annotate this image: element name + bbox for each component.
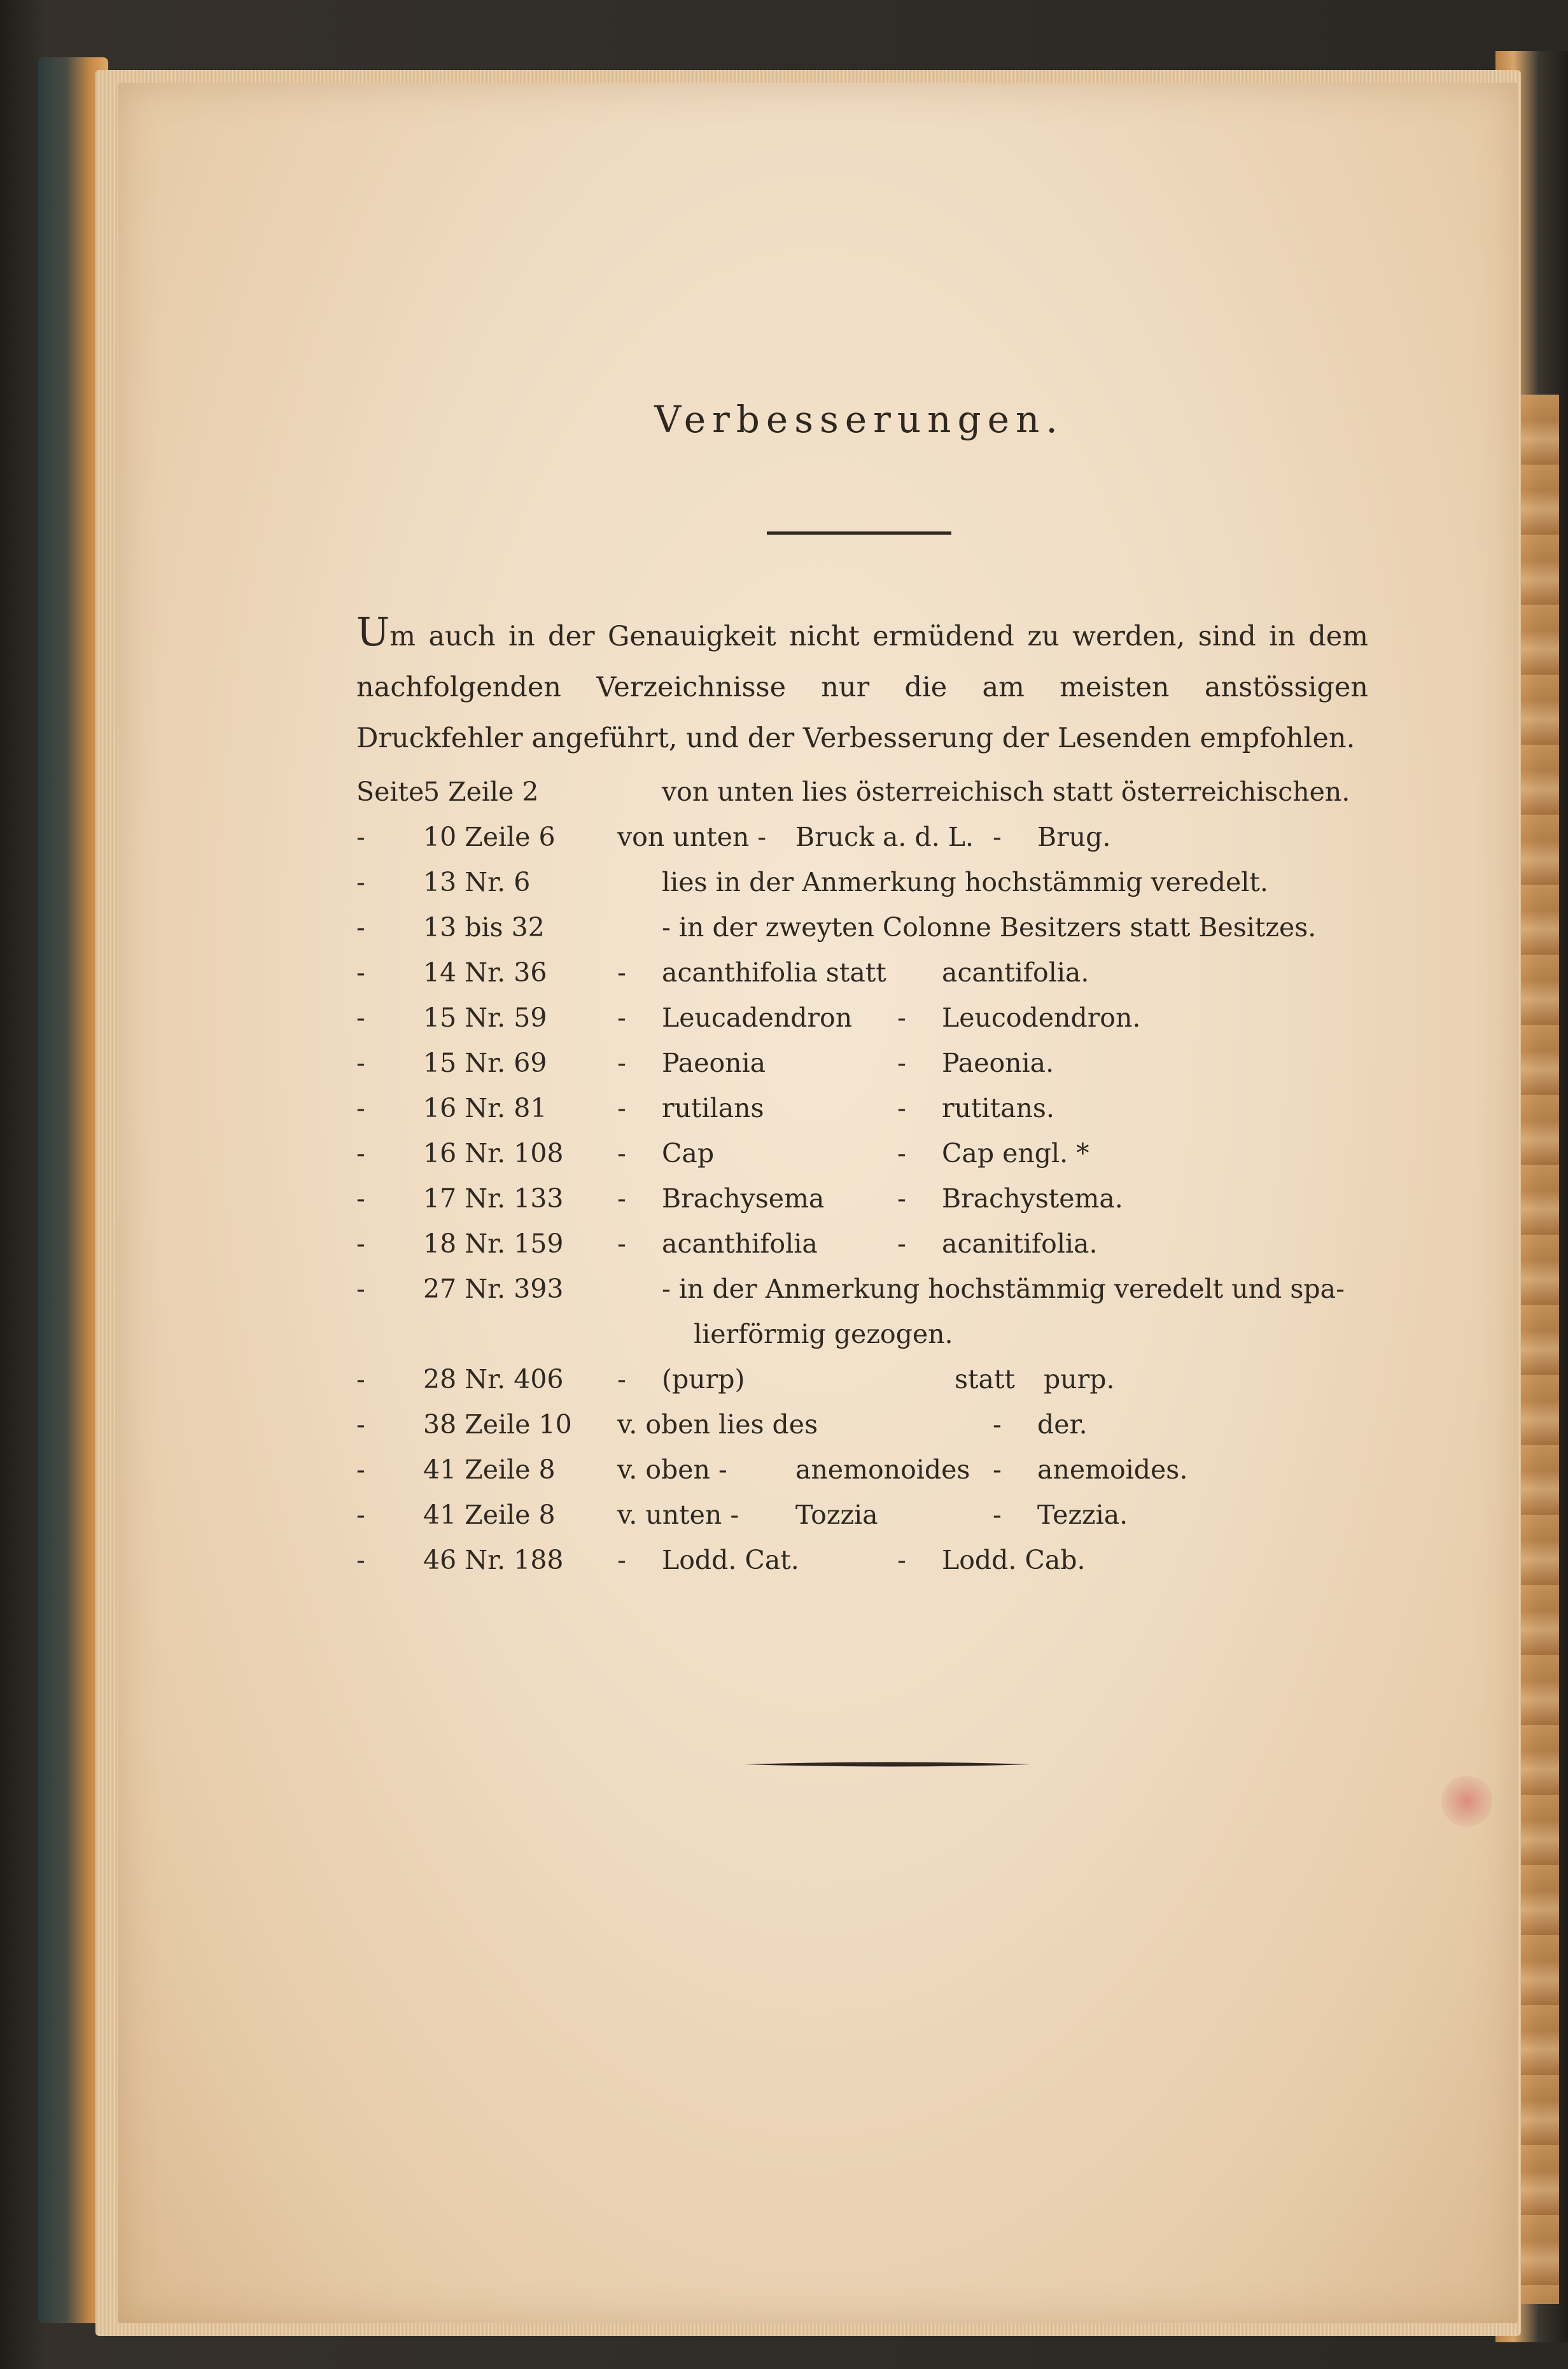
errata-row (356, 1183, 1400, 1228)
errata-ditto-1: v. unten - (617, 1500, 739, 1530)
errata-page-prefix: - (356, 1002, 365, 1033)
errata-reference: 41 Zeile 8 (423, 1500, 556, 1530)
errata-correction-text: lies in der Anmerkung hochstämmig veredelt. (662, 867, 1268, 897)
errata-correct-term: der. (1037, 1409, 1088, 1440)
errata-ditto-2: - (993, 1454, 1002, 1485)
errata-correction-text: - in der Anmerkung hochstämmig veredelt und spa- (662, 1274, 1345, 1304)
errata-correct-term: acantifolia. (942, 957, 1089, 988)
errata-ditto-1: - (617, 1138, 626, 1169)
errata-correct-term: Brachystema. (942, 1183, 1123, 1214)
errata-correct-term: Cap engl. * (942, 1138, 1089, 1169)
intro-initial: U (356, 608, 390, 655)
errata-correct-term: Brug. (1037, 822, 1111, 852)
errata-correction-text: - in der zweyten Colonne Besitzers statt Besitzes. (662, 912, 1317, 943)
errata-ditto-1: - (617, 1002, 626, 1033)
errata-list (356, 777, 1400, 1590)
errata-wrong-term: anemonoides (795, 1454, 970, 1485)
errata-row (356, 957, 1400, 1002)
errata-ditto-2: - (993, 1409, 1002, 1440)
errata-page-prefix: - (356, 1138, 365, 1169)
errata-reference: 27 Nr. 393 (423, 1274, 564, 1304)
errata-wrong-term: Leucadendron (662, 1002, 853, 1033)
errata-reference: 14 Nr. 36 (423, 957, 547, 988)
errata-row (356, 1002, 1400, 1048)
errata-ditto-1: - (617, 1183, 626, 1214)
errata-ditto-2: - (897, 1545, 906, 1575)
errata-page-prefix: - (356, 1500, 365, 1530)
errata-row (356, 912, 1400, 957)
intro-text: m auch in der Genauigkeit nicht ermüdend zu werden, sind in dem nachfolgenden Verzeichnisse nur die am meisten anstössigen Druckfehler angeführt, und der Verbesserung der Lesenden empfohlen. (356, 621, 1368, 754)
errata-ditto-1: - (617, 1048, 626, 1078)
red-stain (1441, 1776, 1492, 1827)
errata-ditto-2: - (897, 1183, 906, 1214)
page-title-container (0, 398, 1568, 441)
errata-page-prefix: - (356, 1454, 365, 1485)
errata-ditto-1: - (617, 1545, 626, 1575)
errata-row (356, 1228, 1400, 1274)
errata-page-prefix: - (356, 957, 365, 988)
errata-correction-text: von unten lies österreichisch statt österreichischen. (662, 777, 1350, 807)
errata-row (356, 1274, 1400, 1319)
errata-reference: 13 Nr. 6 (423, 867, 531, 897)
errata-reference: 10 Zeile 6 (423, 822, 556, 852)
errata-ditto-2: - (897, 1093, 906, 1123)
errata-reference: 17 Nr. 133 (423, 1183, 564, 1214)
errata-row (356, 822, 1400, 867)
errata-wrong-term: rutilans (662, 1093, 764, 1123)
errata-ditto-1: - (617, 1364, 626, 1395)
errata-ditto-2: - (993, 822, 1002, 852)
errata-row (356, 1138, 1400, 1183)
errata-ditto-1: - (617, 1228, 626, 1259)
errata-wrong-term: Paeonia (662, 1048, 766, 1078)
title-divider (767, 531, 951, 535)
errata-row (356, 1454, 1400, 1500)
errata-page-prefix: - (356, 1183, 365, 1214)
errata-row (356, 1500, 1400, 1545)
errata-continuation-text: lierförmig gezogen. (694, 1319, 953, 1349)
errata-wrong-term: (purp) (662, 1364, 745, 1395)
errata-wrong-term: Tozzia (795, 1500, 878, 1530)
errata-row (356, 1409, 1400, 1454)
errata-correct-term: Tezzia. (1037, 1500, 1128, 1530)
errata-reference: 18 Nr. 159 (423, 1228, 564, 1259)
errata-reference: 28 Nr. 406 (423, 1364, 564, 1395)
errata-wrong-term: acanthifolia statt (662, 957, 886, 988)
errata-page-prefix: - (356, 1545, 365, 1575)
errata-ditto-2: - (897, 1228, 906, 1259)
errata-row (356, 777, 1400, 822)
errata-row (356, 1048, 1400, 1093)
errata-row (356, 1093, 1400, 1138)
errata-wrong-term: Bruck a. d. L. (795, 822, 974, 852)
errata-reference: 15 Nr. 59 (423, 1002, 547, 1033)
errata-row (356, 867, 1400, 912)
errata-reference: 16 Nr. 108 (423, 1138, 564, 1169)
errata-reference: 46 Nr. 188 (423, 1545, 564, 1575)
errata-ditto-1: v. oben - (617, 1454, 727, 1485)
errata-page-prefix: - (356, 1228, 365, 1259)
errata-reference: 13 bis 32 (423, 912, 545, 943)
errata-page-prefix: - (356, 1364, 365, 1395)
errata-reference: 16 Nr. 81 (423, 1093, 547, 1123)
errata-ditto-2: statt (955, 1364, 1015, 1395)
errata-reference: 38 Zeile 10 (423, 1409, 572, 1440)
errata-row (356, 1545, 1400, 1590)
errata-ditto-2: - (993, 1500, 1002, 1530)
closing-rule (745, 1760, 1031, 1766)
errata-page-prefix: - (356, 1048, 365, 1078)
errata-page-prefix: - (356, 1409, 365, 1440)
errata-correct-term: Paeonia. (942, 1048, 1054, 1078)
errata-ditto-2: - (897, 1002, 906, 1033)
errata-correct-term: Lodd. Cab. (942, 1545, 1086, 1575)
errata-wrong-term: acanthifolia (662, 1228, 818, 1259)
torn-page-edge (1521, 395, 1559, 2304)
errata-page-prefix: - (356, 912, 365, 943)
errata-ditto-1: von unten - (617, 822, 767, 852)
errata-ditto-2: - (897, 1048, 906, 1078)
errata-page-prefix: - (356, 822, 365, 852)
errata-correct-term: rutitans. (942, 1093, 1054, 1123)
errata-reference: 41 Zeile 8 (423, 1454, 556, 1485)
errata-ditto-1: v. oben lies des (617, 1409, 818, 1440)
errata-row (356, 1364, 1400, 1409)
page-title: Verbesserungen. (654, 398, 1064, 441)
errata-wrong-term: Brachysema (662, 1183, 825, 1214)
errata-correct-term: acanitifolia. (942, 1228, 1098, 1259)
errata-page-prefix: - (356, 1274, 365, 1304)
errata-page-prefix: Seite (356, 777, 424, 807)
errata-page-prefix: - (356, 867, 365, 897)
errata-ditto-2: - (897, 1138, 906, 1169)
intro-paragraph (356, 608, 1368, 764)
errata-correct-term: Leucodendron. (942, 1002, 1141, 1033)
errata-page-prefix: - (356, 1093, 365, 1123)
errata-correct-term: anemoides. (1037, 1454, 1188, 1485)
errata-ditto-1: - (617, 1093, 626, 1123)
errata-row-continuation (356, 1319, 1400, 1364)
errata-ditto-1: - (617, 957, 626, 988)
errata-correct-term: purp. (1044, 1364, 1115, 1395)
errata-reference: 5 Zeile 2 (423, 777, 539, 807)
errata-wrong-term: Lodd. Cat. (662, 1545, 799, 1575)
errata-wrong-term: Cap (662, 1138, 715, 1169)
errata-reference: 15 Nr. 69 (423, 1048, 547, 1078)
